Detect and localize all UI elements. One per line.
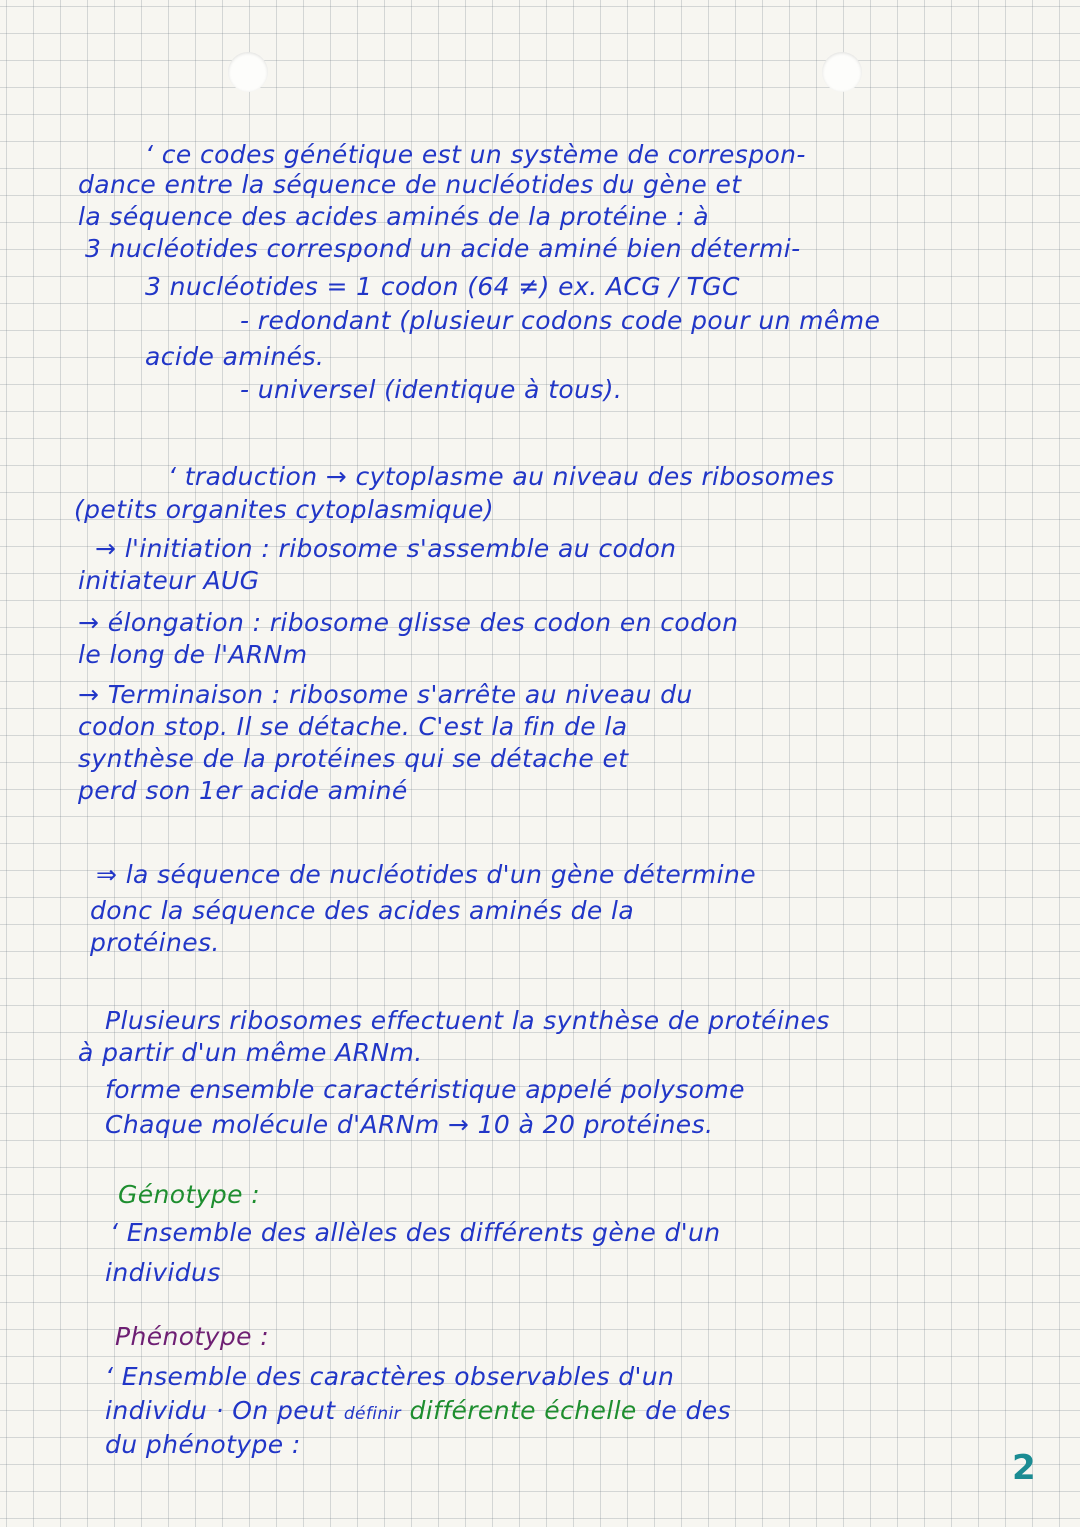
text-span: individu · On peut [105, 1396, 336, 1425]
text-line: ‘ Ensemble des caractères observables d'un [105, 1362, 675, 1391]
text-span-green: différente échelle [409, 1396, 637, 1425]
text-line: donc la séquence des acides aminés de la [90, 896, 635, 925]
text-line: forme ensemble caractéristique appelé polysome [105, 1075, 745, 1104]
text-line [105, 1396, 731, 1429]
text-line: (petits organites cytoplasmique) [74, 495, 494, 524]
text-line: du phénotype : [105, 1430, 301, 1459]
text-span: de des [645, 1396, 731, 1425]
genotype-heading: Génotype : [118, 1180, 261, 1209]
punch-hole-right [822, 52, 862, 92]
text-line: Plusieurs ribosomes effectuent la synthèse de protéines [105, 1006, 830, 1035]
text-line: perd son 1er acide aminé [78, 776, 408, 805]
text-line: la séquence des acides aminés de la protéine : à [78, 202, 709, 231]
text-line: - redondant (plusieur codons code pour un même [240, 306, 881, 335]
text-line: à partir d'un même ARNm. [78, 1038, 423, 1067]
text-line: le long de l'ARNm [78, 640, 308, 669]
page-number: 2 [1012, 1448, 1036, 1488]
text-line: ‘ ce codes génétique est un système de correspon- [145, 140, 806, 169]
text-line: codon stop. Il se détache. C'est la fin de la [78, 712, 628, 741]
text-line: - universel (identique à tous). [240, 375, 623, 404]
text-line: dance entre la séquence de nucléotides du gène et [78, 170, 742, 199]
text-line: 3 nucléotides correspond un acide aminé bien détermi- [85, 234, 801, 263]
text-line: ⇒ la séquence de nucléotides d'un gène détermine [96, 860, 756, 889]
text-line: acide aminés. [145, 342, 325, 371]
text-line: → Terminaison : ribosome s'arrête au niveau du [78, 680, 693, 709]
text-line: individus [105, 1258, 221, 1287]
text-span-small: définir [343, 1404, 402, 1424]
text-line: → l'initiation : ribosome s'assemble au codon [95, 534, 677, 563]
text-line: Chaque molécule d'ARNm → 10 à 20 protéines. [105, 1110, 714, 1139]
text-line: ‘ Ensemble des allèles des différents gène d'un [110, 1218, 721, 1247]
phenotype-heading: Phénotype : [115, 1322, 270, 1351]
text-line: ‘ traduction → cytoplasme au niveau des ribosomes [168, 462, 835, 491]
text-line: → élongation : ribosome glisse des codon en codon [78, 608, 739, 637]
text-line: initiateur AUG [78, 566, 260, 595]
text-line: 3 nucléotides = 1 codon (64 ≠) ex. ACG / TGC [145, 272, 740, 301]
text-line: synthèse de la protéines qui se détache et [78, 744, 629, 773]
punch-hole-left [228, 52, 268, 92]
text-line: protéines. [90, 928, 220, 957]
